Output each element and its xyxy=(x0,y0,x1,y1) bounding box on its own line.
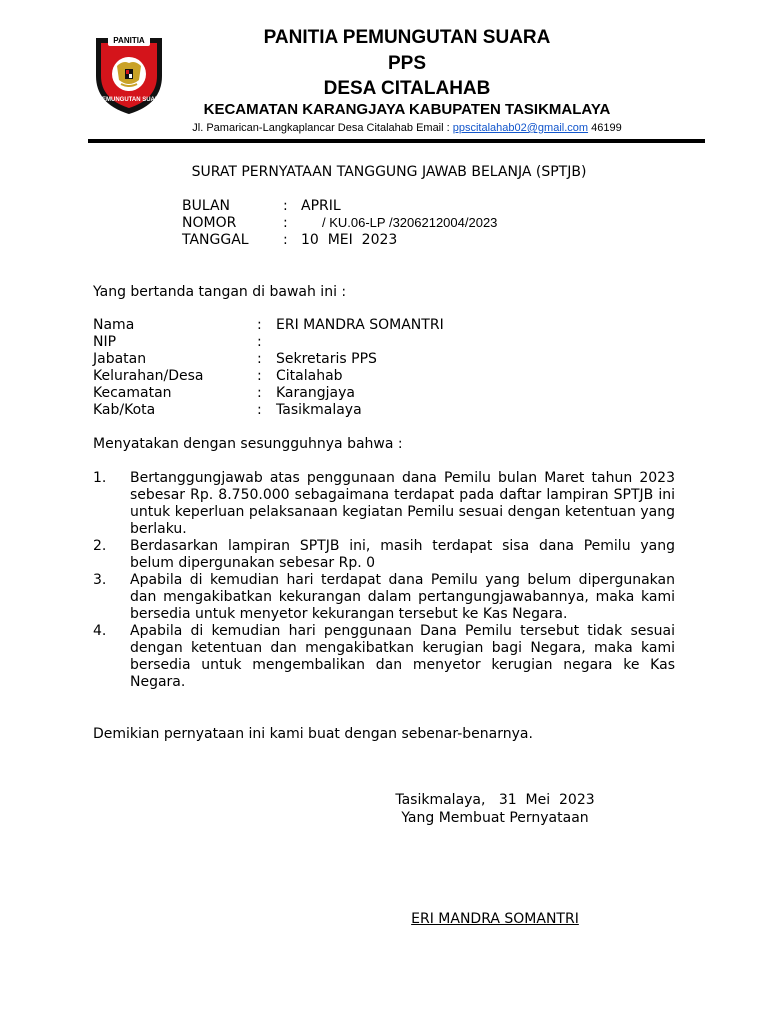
identity-label: NIP xyxy=(93,334,117,350)
identity-value: Sekretaris PPS xyxy=(276,351,377,367)
identity-colon: : xyxy=(257,368,262,384)
identity-label: Kecamatan xyxy=(93,385,172,401)
statement-list xyxy=(93,470,675,691)
identity-value: Tasikmalaya xyxy=(276,402,362,418)
identity-value: ERI MANDRA SOMANTRI xyxy=(276,317,444,333)
identity-colon: : xyxy=(257,351,262,367)
bulan-colon: : xyxy=(283,198,288,214)
list-number: 1. xyxy=(93,470,107,486)
nomor-colon: : xyxy=(283,215,288,231)
signature-place-date: Tasikmalaya, 31 Mei 2023 xyxy=(395,792,595,808)
identity-label: Kelurahan/Desa xyxy=(93,368,204,384)
list-text: Apabila di kemudian hari terdapat dana Pemilu yang belum dipergunakan dan mengakibatkan kekurangan dalam pertangungjawabannya, maka kami bersedia untuk menyetor kekurangan tersebut ke Kas Negara. xyxy=(130,572,675,622)
tanggal-colon: : xyxy=(283,232,288,248)
identity-colon: : xyxy=(257,402,262,418)
identity-label: Kab/Kota xyxy=(93,402,156,418)
identity-colon: : xyxy=(257,334,262,350)
list-item xyxy=(93,470,675,538)
list-number: 3. xyxy=(93,572,107,588)
list-text: Bertanggungjawab atas penggunaan dana Pemilu bulan Maret tahun 2023 sebesar Rp. 8.750.000 sebagaimana terdapat pada daftar lampiran SPTJB ini untuk keperluan pelaksanaan kegiatan Pemilu sesuai dengan ketentuan yang berlaku. xyxy=(130,470,675,537)
list-item xyxy=(93,572,675,623)
nomor-value: / KU.06-LP /3206212004/2023 xyxy=(322,215,498,230)
tanggal-value: 10 MEI 2023 xyxy=(301,232,398,248)
identity-label: Nama xyxy=(93,317,135,333)
identity-label: Jabatan xyxy=(93,351,147,367)
letterhead-address xyxy=(0,121,768,135)
letterhead-line2: PPS xyxy=(387,53,427,74)
letterhead-line1: PANITIA PEMUNGUTAN SUARA xyxy=(263,27,551,48)
identity-colon: : xyxy=(257,317,262,333)
list-item xyxy=(93,623,675,691)
email-link[interactable]: ppscitalahab02@gmail.com xyxy=(452,122,589,134)
address-text: Jl. Pamarican-Langkaplancar Desa Citalahab Email : xyxy=(192,122,453,134)
document-title: SURAT PERNYATAAN TANGGUNG JAWAB BELANJA (SPTJB) xyxy=(191,164,587,180)
bulan-value: APRIL xyxy=(301,198,341,214)
letterhead-divider xyxy=(88,139,705,143)
list-number: 4. xyxy=(93,623,107,639)
list-text: Apabila di kemudian hari penggunaan Dana Pemilu tersebut tidak sesuai dengan ketentuan dan mengakibatkan kerugian bagi Negara, maka kami bersedia untuk mengembalikan dan menyetor kerugian negara ke Kas Negara. xyxy=(130,623,675,690)
signature-role: Yang Membuat Pernyataan xyxy=(401,810,589,826)
signature-name xyxy=(360,911,630,928)
closing-text: Demikian pernyataan ini kami buat dengan sebenar-benarnya. xyxy=(93,726,533,742)
list-item xyxy=(93,538,675,572)
logo-text-top: PANITIA xyxy=(108,36,150,46)
intro-text: Yang bertanda tangan di bawah ini : xyxy=(93,284,347,300)
postcode: 46199 xyxy=(588,122,622,134)
logo-text-bottom: PEMUNGUTAN SUARA xyxy=(98,97,164,103)
letterhead-line3: DESA CITALAHAB xyxy=(323,78,491,99)
tanggal-label: TANGGAL xyxy=(182,232,249,248)
list-text: Berdasarkan lampiran SPTJB ini, masih terdapat sisa dana Pemilu yang belum dipergunakan sebesar Rp. 0 xyxy=(130,538,675,571)
identity-value: Citalahab xyxy=(276,368,343,384)
identity-value: Karangjaya xyxy=(276,385,355,401)
statement-intro: Menyatakan dengan sesungguhnya bahwa : xyxy=(93,436,403,452)
letterhead-line4: KECAMATAN KARANGJAYA KABUPATEN TASIKMALAYA xyxy=(203,101,611,118)
nomor-label: NOMOR xyxy=(182,215,237,231)
bulan-label: BULAN xyxy=(182,198,231,214)
list-number: 2. xyxy=(93,538,107,554)
identity-colon: : xyxy=(257,385,262,401)
signer-name-text: ERI MANDRA SOMANTRI xyxy=(411,911,579,927)
